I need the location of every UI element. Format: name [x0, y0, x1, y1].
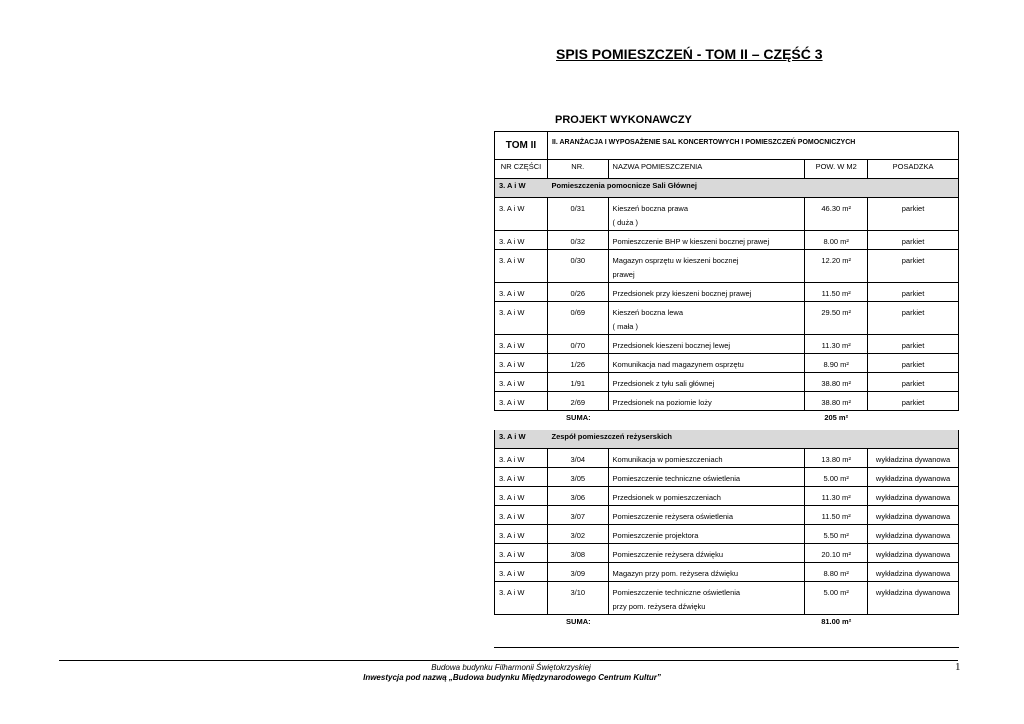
section-part: 3. A i W: [495, 430, 548, 449]
row-number: 1/26: [547, 354, 608, 373]
row-area: 29.50 m²: [805, 302, 868, 335]
row-area: 11.30 m²: [805, 335, 868, 354]
header-nr: NR.: [547, 160, 608, 179]
row-part: 3. A i W: [495, 283, 548, 302]
row-room-name: [608, 354, 805, 373]
header-area: POW. W M2: [805, 160, 868, 179]
room-name-line2: ( duża ): [612, 218, 638, 227]
row-number: 0/30: [547, 250, 608, 283]
row-area: 11.50 m²: [805, 506, 868, 525]
sum-spacer: [868, 411, 959, 430]
row-area: 13.80 m²: [805, 449, 868, 468]
row-area: 20.10 m²: [805, 544, 868, 563]
sum-value: 81.00 m²: [821, 617, 852, 626]
row-room-name: [608, 449, 805, 468]
row-floor: wykładzina dywanowa: [868, 506, 959, 525]
row-room-name: [608, 302, 805, 335]
row-number: 3/10: [547, 582, 608, 615]
row-part: 3. A i W: [495, 231, 548, 250]
row-part: 3. A i W: [495, 544, 548, 563]
table-row: [495, 335, 959, 354]
room-name-line1: Przedsionek w pomieszczeniach: [612, 493, 721, 502]
rooms-table: [494, 131, 959, 634]
row-number: 3/05: [547, 468, 608, 487]
row-part: 3. A i W: [495, 392, 548, 411]
table-bottom-rule: [494, 647, 959, 648]
row-number: 0/70: [547, 335, 608, 354]
section-title: Zespół pomieszczeń reżyserskich: [547, 430, 958, 449]
row-room-name: [608, 506, 805, 525]
row-number: 3/02: [547, 525, 608, 544]
row-room-name: [608, 231, 805, 250]
sum-spacer: [495, 615, 548, 634]
section-row: [495, 430, 959, 449]
table-row: [495, 302, 959, 335]
table-row: [495, 449, 959, 468]
row-area: 46.30 m²: [805, 198, 868, 231]
row-part: 3. A i W: [495, 354, 548, 373]
row-room-name: [608, 468, 805, 487]
row-room-name: [608, 392, 805, 411]
row-floor: wykładzina dywanowa: [868, 468, 959, 487]
row-floor: parkiet: [868, 198, 959, 231]
row-number: 3/07: [547, 506, 608, 525]
room-name-line1: Pomieszczenie projektora: [612, 531, 699, 540]
sum-row: [495, 411, 959, 430]
row-floor: wykładzina dywanowa: [868, 449, 959, 468]
row-number: 2/69: [547, 392, 608, 411]
row-number: 3/04: [547, 449, 608, 468]
document-title: SPIS POMIESZCZEŃ - TOM II – CZĘŚĆ 3: [556, 46, 823, 62]
room-name-line1: Kieszeń boczna prawa: [612, 204, 688, 213]
row-floor: parkiet: [868, 335, 959, 354]
row-floor: parkiet: [868, 302, 959, 335]
room-name-line1: Kieszeń boczna lewa: [612, 308, 683, 317]
row-room-name: [608, 335, 805, 354]
row-floor: wykładzina dywanowa: [868, 563, 959, 582]
row-part: 3. A i W: [495, 373, 548, 392]
row-room-name: [608, 525, 805, 544]
row-room-name: [608, 198, 805, 231]
room-name-line1: Pomieszczenie reżysera dźwięku: [612, 550, 723, 559]
row-part: 3. A i W: [495, 449, 548, 468]
room-name-line1: Pomieszczenie BHP w kieszeni bocznej prawej: [612, 237, 770, 246]
room-name-line1: Pomieszczenie techniczne oświetlenia: [612, 474, 741, 483]
table-row: [495, 231, 959, 250]
row-part: 3. A i W: [495, 506, 548, 525]
row-number: 0/69: [547, 302, 608, 335]
row-floor: parkiet: [868, 354, 959, 373]
row-area: 5.00 m²: [805, 582, 868, 615]
table-row: [495, 525, 959, 544]
row-room-name: [608, 250, 805, 283]
section-title: Pomieszczenia pomocnicze Sali Głównej: [547, 179, 958, 198]
table-row: [495, 354, 959, 373]
table-row: [495, 250, 959, 283]
column-header-row: [495, 160, 959, 179]
table-row: [495, 506, 959, 525]
row-part: 3. A i W: [495, 250, 548, 283]
footer-building: Budowa budynku Filharmonii Świętokrzyskiej: [431, 663, 591, 672]
room-name-line1: Pomieszczenie reżysera oświetlenia: [612, 512, 733, 521]
room-name-line1: Komunikacja nad magazynem osprzętu: [612, 360, 744, 369]
row-area: 5.50 m²: [805, 525, 868, 544]
row-number: 3/09: [547, 563, 608, 582]
row-room-name: [608, 544, 805, 563]
section-part: 3. A i W: [495, 179, 548, 198]
row-area: 8.80 m²: [805, 563, 868, 582]
row-number: 0/32: [547, 231, 608, 250]
sum-spacer: [868, 615, 959, 634]
row-floor: parkiet: [868, 392, 959, 411]
footer-investment: Inwestycja pod nazwą „Budowa budynku Międzynarodowego Centrum Kultur”: [363, 673, 661, 682]
row-floor: parkiet: [868, 250, 959, 283]
table-row: [495, 198, 959, 231]
row-part: 3. A i W: [495, 563, 548, 582]
row-floor: wykładzina dywanowa: [868, 582, 959, 615]
row-floor: parkiet: [868, 373, 959, 392]
table-row: [495, 283, 959, 302]
room-name-line1: Przedsionek z tyłu sali głównej: [612, 379, 715, 388]
sum-spacer: [495, 411, 548, 430]
row-area: 8.90 m²: [805, 354, 868, 373]
row-part: 3. A i W: [495, 468, 548, 487]
table-row: [495, 487, 959, 506]
sum-row: [495, 615, 959, 634]
row-area: 38.80 m²: [805, 392, 868, 411]
row-room-name: [608, 373, 805, 392]
row-area: 38.80 m²: [805, 373, 868, 392]
row-area: 5.00 m²: [805, 468, 868, 487]
room-name-line1: Magazyn osprzętu w kieszeni bocznej: [612, 256, 739, 265]
table-row: [495, 392, 959, 411]
room-name-line1: Przedsionek na poziomie loży: [612, 398, 712, 407]
room-name-line2: ( mała ): [612, 322, 638, 331]
row-room-name: [608, 487, 805, 506]
room-name-line1: Pomieszczenie techniczne oświetlenia: [612, 588, 741, 597]
page-number: 1: [955, 661, 961, 673]
room-name-line2: przy pom. reżysera dźwięku: [612, 602, 706, 611]
header-floor: POSADZKA: [868, 160, 959, 179]
row-floor: wykładzina dywanowa: [868, 525, 959, 544]
sum-value: 205 m²: [824, 413, 849, 422]
room-name-line1: Przedsionek przy kieszeni bocznej prawej: [612, 289, 752, 298]
room-name-line2: prawej: [612, 270, 635, 279]
document-subtitle: PROJEKT WYKONAWCZY: [555, 114, 692, 126]
table-row: [495, 373, 959, 392]
row-number: 3/06: [547, 487, 608, 506]
row-number: 1/91: [547, 373, 608, 392]
row-room-name: [608, 283, 805, 302]
row-area: 11.30 m²: [805, 487, 868, 506]
room-name-line1: Magazyn przy pom. reżysera dźwięku: [612, 569, 738, 578]
footer-rule: [59, 660, 958, 661]
row-area: 8.00 m²: [805, 231, 868, 250]
tom-header-row: [495, 132, 959, 160]
table-row: [495, 544, 959, 563]
tom-title: II. ARANŻACJA I WYPOSAŻENIE SAL KONCERTOWYCH I POMIESZCZEŃ POMOCNICZYCH: [547, 132, 958, 160]
row-number: 0/31: [547, 198, 608, 231]
row-floor: parkiet: [868, 283, 959, 302]
row-area: 12.20 m²: [805, 250, 868, 283]
row-floor: wykładzina dywanowa: [868, 487, 959, 506]
tom-label: TOM II: [495, 132, 548, 160]
row-part: 3. A i W: [495, 302, 548, 335]
row-number: 3/08: [547, 544, 608, 563]
row-part: 3. A i W: [495, 525, 548, 544]
row-area: 11.50 m²: [805, 283, 868, 302]
room-name-line1: Przedsionek kieszeni bocznej lewej: [612, 341, 731, 350]
sum-label: SUMA:: [566, 413, 591, 422]
row-floor: parkiet: [868, 231, 959, 250]
row-room-name: [608, 563, 805, 582]
row-number: 0/26: [547, 283, 608, 302]
table-row: [495, 563, 959, 582]
header-part: NR CZĘŚCI: [495, 160, 548, 179]
row-part: 3. A i W: [495, 582, 548, 615]
table-row: [495, 582, 959, 615]
section-row: [495, 179, 959, 198]
room-name-line1: Komunikacja w pomieszczeniach: [612, 455, 723, 464]
header-room-name: NAZWA POMIESZCZENIA: [608, 160, 805, 179]
row-floor: wykładzina dywanowa: [868, 544, 959, 563]
row-part: 3. A i W: [495, 487, 548, 506]
row-room-name: [608, 582, 805, 615]
row-part: 3. A i W: [495, 198, 548, 231]
row-part: 3. A i W: [495, 335, 548, 354]
table-row: [495, 468, 959, 487]
sum-label: SUMA:: [566, 617, 591, 626]
